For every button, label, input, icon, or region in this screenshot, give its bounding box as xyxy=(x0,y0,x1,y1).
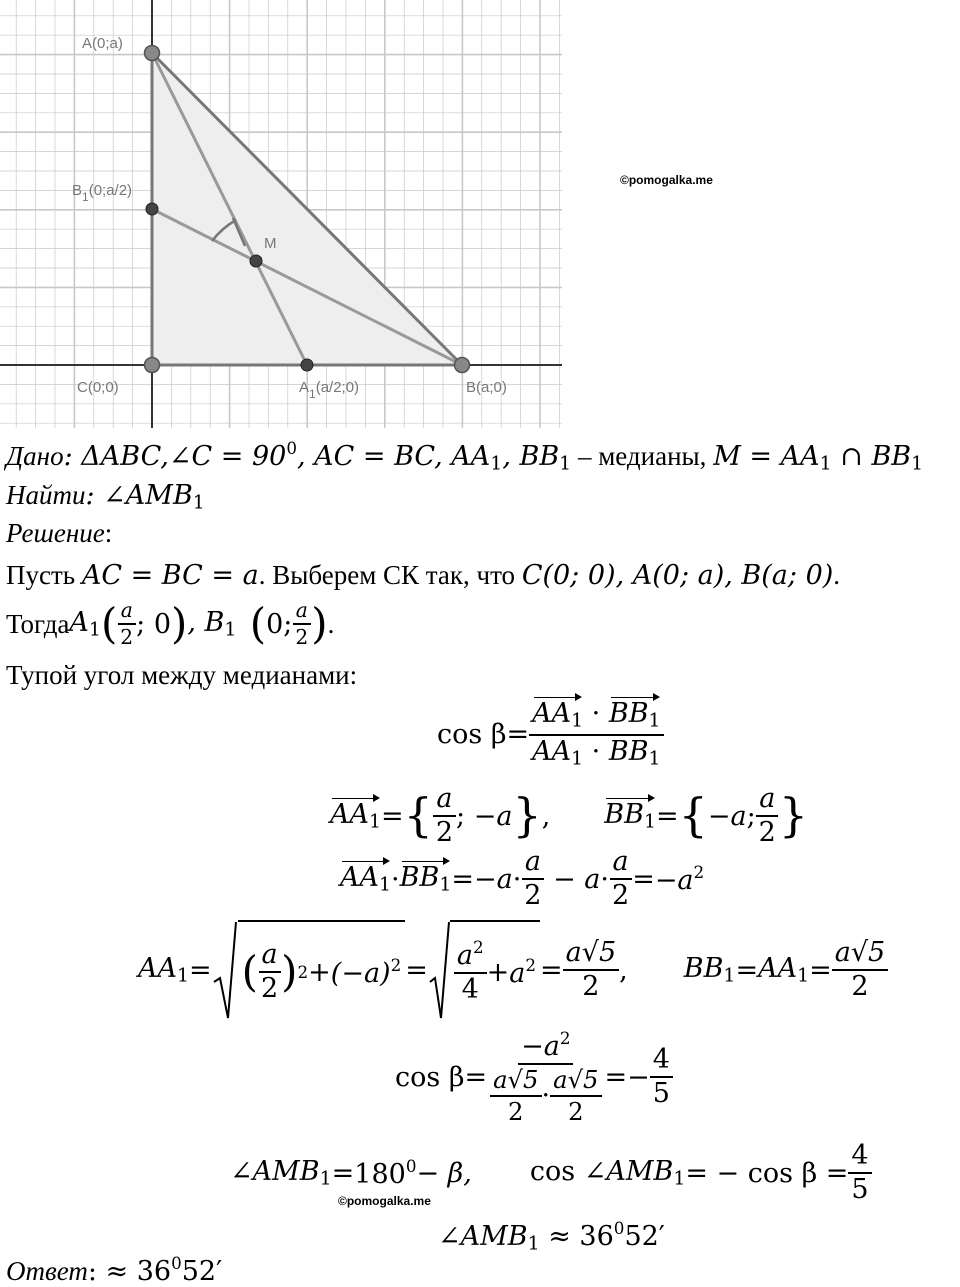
point-b xyxy=(455,358,470,373)
point-b1 xyxy=(146,203,158,215)
point-a xyxy=(145,46,160,61)
given-sub3: 1 xyxy=(819,452,832,475)
then-frac-a2: $\frac{a}{2}$ xyxy=(117,600,136,649)
given-bb: , BB xyxy=(502,440,560,472)
cos-value-line: cos β = $-a^2$ $\frac{a√5}{2}$ · $\frac{a√5}{2}$ = − $\frac{4}{5}$ xyxy=(395,1030,673,1124)
choose-period: . xyxy=(833,560,841,590)
vec-bb1-x: −a; xyxy=(707,800,756,832)
point-m xyxy=(250,255,262,267)
vec-aa1-y: ; −a xyxy=(456,800,513,832)
label-m: M xyxy=(264,235,277,252)
watermark-top: ©pomogalka.me xyxy=(620,173,713,187)
len-bb1: $BB_1$ xyxy=(683,952,736,987)
answer-label: Ответ xyxy=(6,1255,88,1286)
vec-bb1-frac: $\frac{a}{2}$ xyxy=(756,785,779,848)
then-paren-close2: ) xyxy=(311,599,328,649)
label-b1: $B_1(0;a/2)$ xyxy=(72,182,133,204)
given-rest: , AC = BC, AA xyxy=(296,440,491,472)
then-period: . xyxy=(327,608,335,639)
sqrt-1: ( $\frac{a}{2}$ ) 2 + $(-a)^2$ xyxy=(212,920,406,1020)
sqrt-2: $\frac{a^2}{4}$ + $a^2$ xyxy=(428,920,540,1020)
then-paren-open2: ( xyxy=(236,599,267,649)
len-result-2: $\frac{a√5}{2}$ xyxy=(832,939,888,1002)
then-paren-open: ( xyxy=(100,599,118,649)
choose-expr: C(0; 0), A(0; a), B(a; 0) xyxy=(521,560,834,591)
then-frac-a2b: $\frac{a}{2}$ xyxy=(292,600,311,649)
watermark-bottom: ©pomogalka.me xyxy=(338,1194,431,1208)
label-a: A(0;a) xyxy=(82,35,123,52)
label-a1: $A_1(a/2;0)$ xyxy=(299,379,360,401)
given-sub2: 1 xyxy=(559,452,572,475)
cos-formula: cos β = $\frac{AA_1 \cdot BB_1}{AA_1 \cdot BB_1}$ xyxy=(437,700,664,769)
label-c: C(0;0) xyxy=(77,379,119,396)
answer-expr: : ≈ 36 xyxy=(87,1255,172,1287)
let-expr: AC = BC = a xyxy=(81,560,259,591)
then-b1: , $B_1$ xyxy=(187,606,237,641)
find-sub: 1 xyxy=(192,491,205,514)
given-dash: – медианы, xyxy=(571,440,714,471)
label-b: B(a;0) xyxy=(466,379,507,396)
solution-label: Решение xyxy=(6,518,105,548)
len-aa1: $AA_1$ xyxy=(138,952,190,987)
len-result: $\frac{a√5}{2}$ xyxy=(563,939,619,1002)
then-zero: ; 0 xyxy=(136,608,172,640)
solution-line xyxy=(6,520,112,547)
dot-product-line: $AA_1$ · $BB_1$ = −a · $\frac{a}{2}$ − a · $\frac{a}{2}$ = $-a^2$ xyxy=(340,846,705,912)
then-line xyxy=(6,600,334,649)
vec-aa1-frac: $\frac{a}{2}$ xyxy=(433,785,456,848)
vec-aa1: $AA_1$ xyxy=(330,799,382,833)
cos-frac: $\frac{AA_1 \cdot BB_1}{AA_1 \cdot BB_1}$ xyxy=(529,700,664,769)
then-zero2: 0; xyxy=(266,608,293,640)
then-a1: $A_1$ xyxy=(69,606,101,641)
vec-bb1: $BB_1$ xyxy=(604,799,656,833)
then-text: Тогда xyxy=(6,608,70,639)
cos-beta-label: cos β xyxy=(437,719,507,751)
choose-text: . Выберем СК так, что xyxy=(258,560,522,590)
let-line xyxy=(6,562,840,589)
given-sub4: 1 xyxy=(911,452,924,475)
given-line xyxy=(6,440,923,474)
let-text: Пусть xyxy=(6,560,82,590)
point-c xyxy=(145,358,160,373)
given-cap: ∩ BB xyxy=(831,440,912,472)
obtuse-line: Тупой угол между медианами: xyxy=(6,660,358,690)
find-line xyxy=(6,482,205,513)
find-expr: : ∠AMB xyxy=(85,480,193,511)
given-m: M = AA xyxy=(713,440,820,472)
triangle-diagram xyxy=(0,0,565,430)
cos-value-frac: $-a^2$ $\frac{a√5}{2}$ · $\frac{a√5}{2}$ xyxy=(487,1030,604,1124)
then-paren-close: ) xyxy=(171,599,188,649)
answer-line: Ответ: ≈ $36^052'$ xyxy=(6,1253,223,1287)
given-deg: 0 xyxy=(286,438,297,458)
given-expr: : ΔABC,∠C = 90 xyxy=(63,440,287,472)
result-line: $\angle AMB_1 \approx 36^052'$ xyxy=(438,1218,665,1255)
length-line: $AA_1$ = ( $\frac{a}{2}$ ) 2 + $(-a)^2$ = $\frac{a^2}{4}$ + $a^2$ = $\frac{a√5}{2}$ , $BB_1$ = $AA_1$ = $\frac{a√5}{2}$ xyxy=(138,920,888,1020)
given-label: Дано xyxy=(6,440,64,471)
find-label: Найти xyxy=(6,480,86,510)
solution-colon: : xyxy=(104,518,113,548)
given-sub1: 1 xyxy=(490,452,503,475)
point-a1 xyxy=(301,359,313,371)
angle-line: $\angle AMB_1$ = $180^0$ − β, $\cos \angle AMB_1$ = − cos β = $\frac{4}{5}$ xyxy=(230,1142,872,1205)
vectors-line: $AA_1$ = { $\frac{a}{2}$ ; −a } , $BB_1$ = { −a; $\frac{a}{2}$ } xyxy=(330,783,809,849)
